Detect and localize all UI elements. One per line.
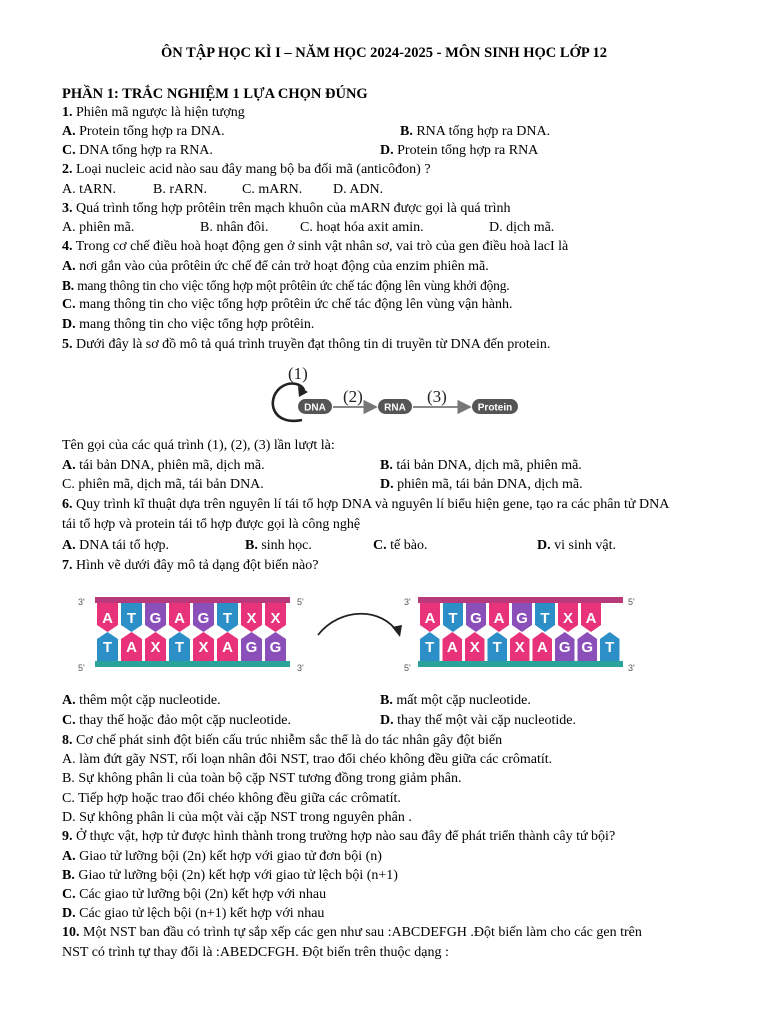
right-bottom-base-letter: G xyxy=(581,639,594,656)
right-top-base-letter: A xyxy=(493,610,505,627)
q2-option-a: A. tARN. xyxy=(62,182,117,197)
q5-stem: Tên gọi của các quá trình (1), (2), (3) lần lượt là: xyxy=(62,438,335,453)
right-top-base-letter: G xyxy=(470,610,482,627)
question-10-line2: NST có trình tự thay đổi là :ABEDCFGH. Đột biến trên thuộc dạng : xyxy=(62,945,449,960)
left-3prime-bottom-label: 3' xyxy=(297,663,304,673)
mutation-arrow xyxy=(318,614,398,635)
section-title: PHẦN 1: TRẮC NGHIỆM 1 LỰA CHỌN ĐÚNG xyxy=(62,86,368,102)
right-top-base-letter: X xyxy=(562,610,574,627)
q5-option-a: A. tái bản DNA, phiên mã, dịch mã. xyxy=(62,458,265,473)
question-number: 1. xyxy=(62,105,73,120)
right-top-backbone xyxy=(418,597,623,603)
central-dogma-diagram xyxy=(262,360,526,434)
left-bottom-base-letter: A xyxy=(222,639,233,656)
left-5prime-bottom-label: 5' xyxy=(78,663,85,673)
left-top-base-letter: T xyxy=(222,610,233,627)
q8-option-b: B. Sự không phân li của toàn bộ cặp NST tương đồng trong giảm phân. xyxy=(62,771,462,786)
dna-mutation-figure xyxy=(60,585,660,685)
question-6-line2: tái tổ hợp và protein tái tổ hợp được gọi là công nghệ xyxy=(62,517,361,532)
question-2: 2. Loại nucleic acid nào sau đây mang bộ ba đối mã (anticôđon) ? xyxy=(62,162,431,177)
q1-option-b: B. RNA tổng hợp ra DNA. xyxy=(400,124,551,139)
q6-option-b: B. sinh học. xyxy=(245,538,312,553)
rna-label: RNA xyxy=(384,402,406,414)
q5-option-c: C. phiên mã, dịch mã, tái bản DNA. xyxy=(62,477,264,492)
label-2: (2) xyxy=(343,387,363,406)
right-top-base-letter: T xyxy=(448,610,458,627)
q9-option-c: C. Các giao tử lưỡng bội (2n) kết hợp với nhau xyxy=(62,887,327,902)
q4-option-a: A. nơi gắn vào của prôtêin ức chế để cản trở hoạt động của enzim phiên mã. xyxy=(62,259,489,274)
right-bottom-base-letter: G xyxy=(558,639,571,656)
q2-option-c: C. mARN. xyxy=(242,182,303,197)
q5-option-b: B. tái bản DNA, dịch mã, phiên mã. xyxy=(380,458,582,473)
left-bottom-base-letter: A xyxy=(126,639,137,656)
q8-option-c: C. Tiếp hợp hoặc trao đổi chéo không đều giữa các crômatít. xyxy=(62,791,401,806)
right-bottom-base-letter: T xyxy=(425,639,435,656)
question-4: 4. Trong cơ chế điều hoà hoạt động gen ở sinh vật nhân sơ, vai trò của gen điều hoà lacI là xyxy=(62,239,569,254)
q7-option-c: C. thay thế hoặc đảo một cặp nucleotide. xyxy=(62,713,291,728)
q8-option-a: A. làm đứt gãy NST, rối loạn nhân đôi NST, trao đổi chéo không đều giữa các crômatít. xyxy=(62,752,553,767)
left-top-base-letter: G xyxy=(197,610,210,627)
right-3prime-bottom-label: 3' xyxy=(628,663,635,673)
q5-option-d: D. phiên mã, tái bản DNA, dịch mã. xyxy=(380,477,583,492)
q1-option-c: C. DNA tổng hợp ra RNA. xyxy=(62,143,213,158)
right-5prime-top-label: 5' xyxy=(628,597,635,607)
q4-option-c: C. mang thông tin cho việc tổng hợp prôtêin ức chế tác động lên vùng vận hành. xyxy=(62,297,513,312)
dna-label: DNA xyxy=(304,402,326,414)
right-bottom-base-letter: X xyxy=(469,639,480,656)
q7-option-a: A. thêm một cặp nucleotide. xyxy=(62,693,221,708)
q3-option-a: A. phiên mã. xyxy=(62,220,135,235)
left-bottom-base-letter: G xyxy=(269,639,282,656)
q8-option-d: D. Sự không phân li của một vài cặp NST trong nguyên phân . xyxy=(62,810,412,825)
question-8: 8. Cơ chế phát sinh đột biến cấu trúc nhiễm sắc thể là do tác nhân gây đột biến xyxy=(62,733,503,748)
right-3prime-label: 3' xyxy=(404,597,411,607)
left-bottom-base-letter: T xyxy=(174,639,185,656)
right-top-base-letter: A xyxy=(585,610,597,627)
q3-option-c: C. hoạt hóa axit amin. xyxy=(300,220,424,235)
right-top-base-letter: G xyxy=(516,610,528,627)
left-bottom-base-letter: G xyxy=(245,639,258,656)
question-7: 7. Hình vẽ dưới đây mô tả dạng đột biến nào? xyxy=(62,558,319,573)
left-top-base-letter: X xyxy=(270,610,281,627)
left-5prime-top-label: 5' xyxy=(297,597,304,607)
q6-option-c: C. tế bào. xyxy=(373,538,428,553)
left-top-base-letter: A xyxy=(102,610,113,627)
right-bottom-base-letter: X xyxy=(514,639,525,656)
right-bottom-base-letter: A xyxy=(536,639,548,656)
q4-option-b: B. mang thông tin cho việc tổng hợp một prôtêin ức chế tác động lên vùng khởi động. xyxy=(62,278,510,293)
q1-option-d: D. Protein tổng hợp ra RNA xyxy=(380,143,539,158)
right-top-base-letter: A xyxy=(424,610,436,627)
question-6-line1: 6. Quy trình kĩ thuật dựa trên nguyên lí tái tổ hợp DNA và nguyên lí biểu hiện gene, tạo ra các phân tử DNA xyxy=(62,497,670,512)
left-bottom-backbone xyxy=(95,661,290,667)
document-title: ÔN TẬP HỌC KÌ I – NĂM HỌC 2024-2025 - MÔN SINH HỌC LỚP 12 xyxy=(160,45,608,61)
right-top-base-letter: T xyxy=(540,610,550,627)
right-bottom-base-letter: T xyxy=(605,639,615,656)
left-top-backbone xyxy=(95,597,290,603)
q7-option-d: D. thay thế một vài cặp nucleotide. xyxy=(380,713,576,728)
left-top-base-letter: T xyxy=(126,610,137,627)
protein-label: Protein xyxy=(477,402,513,414)
q9-option-a: A. Giao tử lưỡng bội (2n) kết hợp với giao tử đơn bội (n) xyxy=(62,849,382,864)
q2-option-d: D. ADN. xyxy=(333,182,384,197)
left-top-base-letter: A xyxy=(174,610,185,627)
question-9: 9. Ở thực vật, hợp tử được hình thành trong trường hợp nào sau đây để phát triển thành cây tứ bội? xyxy=(62,829,616,844)
q9-option-d: D. Các giao tử lệch bội (n+1) kết hợp với nhau xyxy=(62,906,325,921)
right-bottom-backbone xyxy=(418,661,623,667)
right-bottom-base-letter: A xyxy=(446,639,458,656)
question-5: 5. Dưới đây là sơ đồ mô tả quá trình truyền đạt thông tin di truyền từ DNA đến protein. xyxy=(62,337,551,352)
question-1 xyxy=(62,104,245,122)
q6-option-d: D. vi sinh vật. xyxy=(537,538,616,553)
left-top-base-letter: X xyxy=(246,610,257,627)
q3-option-d: D. dịch mã. xyxy=(489,220,555,235)
label-3: (3) xyxy=(427,387,447,406)
q1-option-a: A. Protein tổng hợp ra DNA. xyxy=(62,124,225,139)
q3-option-b: B. nhân đôi. xyxy=(200,220,269,235)
q9-option-b: B. Giao tử lưỡng bội (2n) kết hợp với giao tử lệch bội (n+1) xyxy=(62,868,398,883)
left-3prime-label: 3' xyxy=(78,597,85,607)
q2-option-b: B. rARN. xyxy=(153,182,208,197)
right-bottom-base-letter: T xyxy=(492,639,502,656)
left-bottom-base-letter: X xyxy=(198,639,209,656)
q4-option-d: D. mang thông tin cho việc tổng hợp prôtêin. xyxy=(62,317,315,332)
label-1: (1) xyxy=(288,364,308,383)
question-10-line1: 10. Một NST ban đầu có trình tự sắp xếp các gen như sau :ABCDEFGH .Đột biến làm cho các gen trên xyxy=(62,925,642,940)
q6-option-a: A. DNA tái tổ hợp. xyxy=(62,538,169,553)
mutation-arrowhead xyxy=(392,625,402,637)
question-text: Phiên mã ngược là hiện tượng xyxy=(76,105,245,120)
right-5prime-bottom-label: 5' xyxy=(404,663,411,673)
q7-option-b: B. mất một cặp nucleotide. xyxy=(380,693,531,708)
left-bottom-base-letter: X xyxy=(150,639,161,656)
question-3: 3. Quá trình tổng hợp prôtêin trên mạch khuôn của mARN được gọi là quá trình xyxy=(62,201,511,216)
left-top-base-letter: G xyxy=(149,610,162,627)
left-bottom-base-letter: T xyxy=(102,639,113,656)
